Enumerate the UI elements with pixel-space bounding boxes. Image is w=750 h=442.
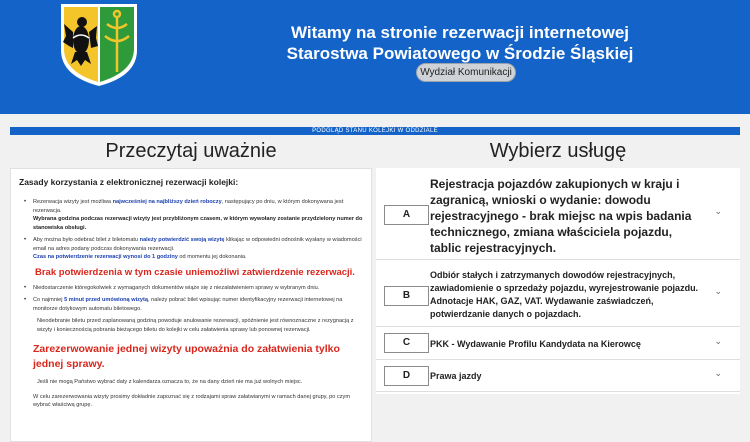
rule-text: Aby można było odebrać bilet z biletomatu <box>33 237 140 243</box>
chevron-down-icon: ⌄ <box>714 286 722 296</box>
page-title <box>270 22 650 64</box>
choose-service-heading: Wybierz usługę <box>489 140 627 162</box>
title-line-1: Witamy na stronie rezerwacji internetowej <box>290 23 630 42</box>
rule-highlight: Czas na potwierdzenie rezerwacji wynosi do 1 godziny <box>33 254 178 260</box>
service-letter-b[interactable]: B <box>384 286 429 306</box>
queue-status-link[interactable]: PODGLĄD STANU KOLEJKI W ODDZIALE <box>10 127 740 135</box>
rule-item <box>19 296 363 313</box>
service-item-c[interactable] <box>376 327 740 360</box>
chevron-down-icon: ⌄ <box>714 336 722 346</box>
rule-highlight: 5 minut przed umówioną wizytą <box>64 297 149 303</box>
rules-title: Zasady korzystania z elektronicznej rezerwacji kolejki: <box>19 177 239 187</box>
services-panel <box>376 168 740 394</box>
service-letter-d[interactable]: D <box>384 366 429 386</box>
rule-text: Co najmniej <box>33 297 65 303</box>
coat-of-arms-logo <box>57 2 141 88</box>
rule-text: , następujący po dniu, w którym dokonywana jest rezerwacja. <box>33 199 344 214</box>
rule-text: Rezerwacja wizyty jest możliwa <box>33 199 113 205</box>
rule-item: • Niedostarczenie któregokolwiek z wymaganych dokumentów wiąże się z niezałatwieniem sprawy w wybranym dniu. <box>19 284 363 293</box>
rule-item <box>19 236 363 262</box>
department-button[interactable]: Wydział Komunikacji <box>416 63 516 82</box>
rule-bold-text: Wybrana godzina podczas rezerwacji wizyty jest przybliżonym czasem, w którym wywołany zostanie przydzielony numer do stanowiska obsługi. <box>33 216 363 231</box>
group-selection-note: W celu zarezerwowania wizyty prosimy dokładnie zapoznać się z rodzajami spraw załatwianymi w ramach danej grupy, po czym wybrać właściwą grupę. <box>33 393 350 408</box>
title-line-2: Starostwa Powiatowego w Środzie Śląskiej <box>286 44 634 63</box>
chevron-down-icon: ⌄ <box>714 368 722 378</box>
page-header <box>0 0 750 114</box>
service-text-d: Prawa jazdy <box>430 371 482 381</box>
service-item-d[interactable] <box>376 360 740 392</box>
rule-text: od momentu jej dokonania. <box>177 254 247 260</box>
service-letter-c[interactable]: C <box>384 333 429 353</box>
service-item-a[interactable] <box>376 168 740 260</box>
service-text-a: Rejestracja pojazdów zakupionych w kraju i zagranicą, wnioski o wydanie: dowodu rejestracyjnego - brak miejsc na wpis badania technicznego, zmiana właściciela pojazdu, tablic rejestracyjnych. <box>430 177 692 255</box>
service-letter-a[interactable]: A <box>384 205 429 225</box>
one-visit-warning: Zarezerwowanie jednej wizyty upoważnia do załatwienia tylko jednej sprawy. <box>33 343 340 370</box>
service-item-b[interactable] <box>376 260 740 327</box>
rule-highlight: najwcześniej na najbliższy dzień roboczy <box>112 199 222 205</box>
service-text-b: Odbiór stałych i zatrzymanych dowodów rejestracyjnych, zawiadomienie o sprzedaży pojazdu, wyrejestrowanie pojazdu. Adnotacje HAK, GAZ, VAT. Wydawanie zaświadczeń, potwierdzanie danych o pojazdach. <box>430 270 699 319</box>
rules-list-2 <box>19 284 363 314</box>
rules-list <box>19 198 363 262</box>
rules-panel <box>10 168 372 442</box>
rule-text: klikając w odpowiedni odnośnik wysłany w wiadomości email na adres podany podczas dokonywania rezerwacji. <box>33 237 362 252</box>
rule-text: , należy pobrać bilet wpisując numer identyfikacyjny rezerwacji internetowej na monitorze dotykowym automatu biletowego. <box>33 297 343 312</box>
read-carefully-heading: Przeczytaj uważnie <box>105 140 277 162</box>
chevron-down-icon: ⌄ <box>714 206 722 216</box>
calendar-note: Jeśli nie mogą Państwo wybrać daty z kalendarza oznacza to, że na dany dzień nie ma już wolnych miejsc. <box>37 379 303 385</box>
cancellation-note: Nieodebranie biletu przed zaplanowaną godziną powoduje anulowanie rezerwacji, spóźnienie jest równoznaczne z rezygnacją z wizyty i koniecznością pobrania bieżącego biletu do kolejki w celu załatwienia sprawy lub ponownej rezerwacji. <box>37 318 354 333</box>
service-text-c: PKK - Wydawanie Profilu Kandydata na Kierowcę <box>430 339 641 349</box>
rule-highlight: należy potwierdzić swoją wizytę <box>139 237 225 243</box>
confirmation-warning: Brak potwierdzenia w tym czasie uniemożliwi zatwierdzenie rezerwacji. <box>35 266 355 278</box>
rule-item <box>19 198 363 232</box>
